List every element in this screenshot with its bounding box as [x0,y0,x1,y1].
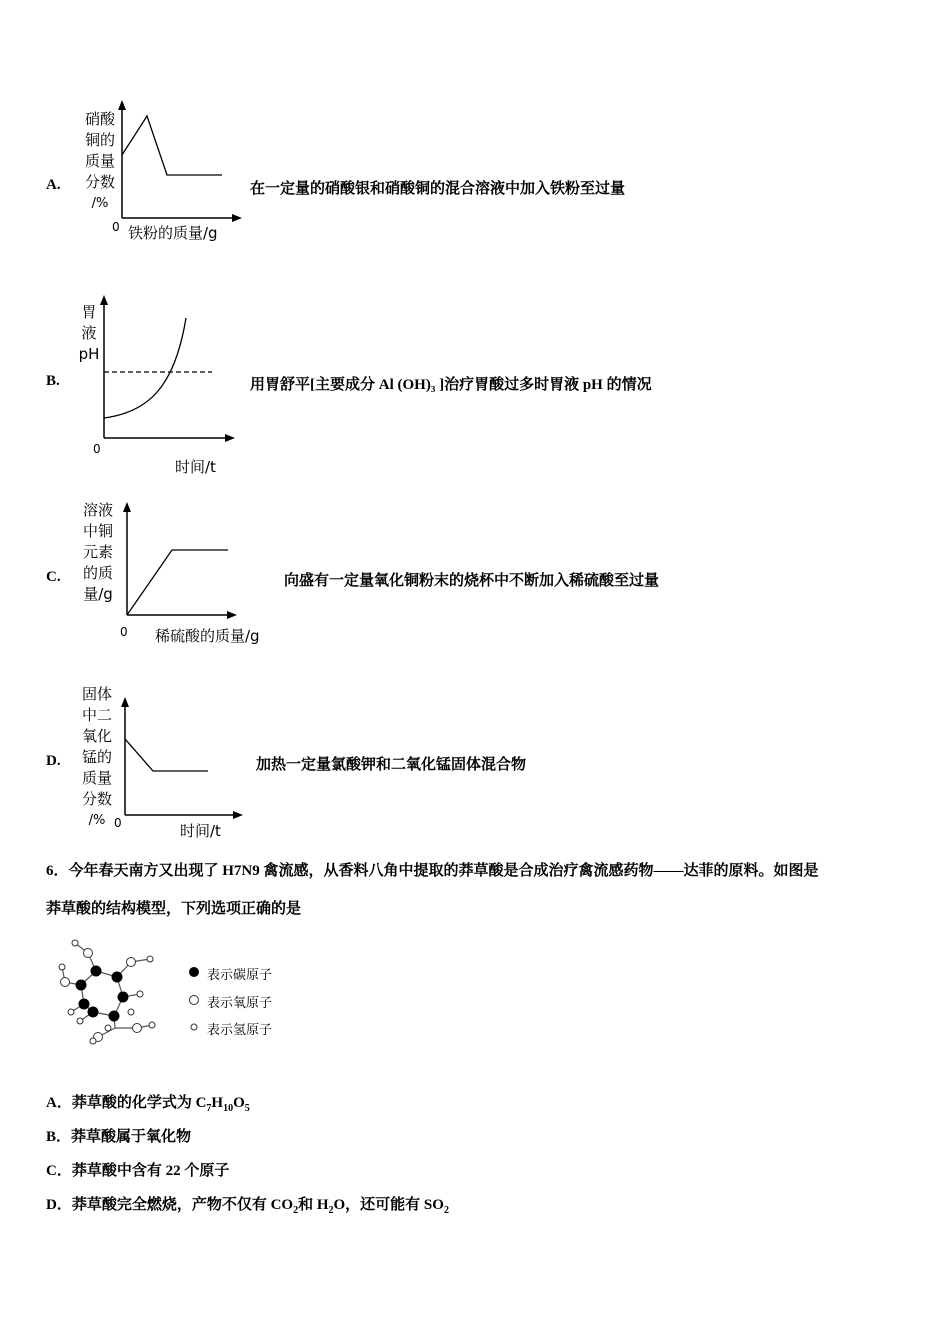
hydrogen-atom [105,1025,111,1031]
graph-a-y-label-line: 硝酸 [84,110,115,128]
choice-a-text: A．莽草酸的化学式为 C [46,1095,207,1111]
graph-c-y-label-line: 中铜 [82,522,113,540]
option-b-letter: B. [46,373,60,389]
hydrogen-atom [137,991,143,997]
oxygen-atom [133,1024,142,1033]
hydrogen-atom [68,1009,74,1015]
choice-a[interactable] [46,1091,250,1114]
graph-d-y-label-line: 锰的 [81,748,112,766]
choice-d-text: O，还可能有 SO [333,1197,444,1213]
choice-b[interactable]: B．莽草酸属于氧化物 [46,1129,192,1145]
option-c-description: 向盛有一定量氧化铜粉末的烧杯中不断加入稀硫酸至过量 [284,573,660,589]
hydrogen-atom [149,1022,155,1028]
option-a-letter: A. [46,177,61,193]
carbon-atom [109,1011,120,1022]
choice-c[interactable]: C．莽草酸中含有 22 个原子 [46,1163,230,1179]
oxygen-atom [84,949,93,958]
hydrogen-atom [128,1009,134,1015]
graph-d-origin: 0 [114,816,122,830]
choice-d-text: 和 H [298,1197,329,1213]
graph-c-x-label: 稀硫酸的质量/g [155,627,260,645]
choice-d-sub: 2 [443,1205,449,1216]
legend-oxygen-marker [190,996,199,1005]
graph-d-y-label-line: 中二 [81,706,112,724]
carbon-atom [76,980,87,991]
graph-d-y-label-line: 氧化 [81,727,112,745]
carbon-atom [118,992,129,1003]
graph-a-y-label-line: /% [91,196,109,211]
carbon-atom [91,966,102,977]
question-6-line2: 莽草酸的结构模型，下列选项正确的是 [46,901,302,917]
choice-d[interactable] [46,1193,449,1216]
option-b-description: 用胃舒平[主要成分 Al (OH)₃ ]治疗胃酸过多时胃液 pH 的情况 [250,377,652,393]
choice-a-sub: 7 [206,1103,212,1114]
choice-a-text: H [211,1095,224,1111]
option-c-letter: C. [46,569,61,585]
graph-c-origin: 0 [120,625,128,639]
graph-a-y-label-line: 质量 [84,152,115,170]
carbon-atom [88,1007,99,1018]
graph-d-y-label-line: 分数 [81,790,112,808]
legend-hydrogen-label: 表示氢原子 [207,1023,273,1038]
option-d-description: 加热一定量氯酸钾和二氧化锰固体混合物 [256,757,527,773]
graph-b-y-label-line: 液 [81,324,97,342]
graph-d-y-label-line: /% [88,813,106,828]
graph-b-y-label-line: pH [78,345,100,363]
graph-a-origin: 0 [112,220,120,234]
oxygen-atom [61,978,70,987]
graph-c-y-label-line: 的质 [82,564,113,582]
option-d-letter: D. [46,753,61,769]
choice-d-sub: 2 [328,1205,334,1216]
legend-hydrogen-marker [191,1024,197,1030]
graph-a-y-label-line: 分数 [84,173,115,191]
option-a-description: 在一定量的硝酸银和硝酸铜的混合溶液中加入铁粉至过量 [250,181,626,197]
graph-a-x-label: 铁粉的质量/g [128,224,218,242]
choice-d-text: D．莽草酸完全燃烧，产物不仅有 CO [46,1197,294,1213]
graph-c-y-label-line: 元素 [82,543,113,561]
hydrogen-atom [147,956,153,962]
choice-a-sub: 5 [244,1103,250,1114]
question-6-line1: 6．今年春天南方又出现了 H7N9 禽流感，从香料八角中提取的莽草酸是合成治疗禽流感药物——达菲的原料。如图是 [46,863,819,879]
carbon-atom [79,999,90,1010]
choice-a-sub: 10 [223,1103,234,1114]
choice-d-sub: 2 [293,1205,299,1216]
hydrogen-atom [72,940,78,946]
hydrogen-atom [77,1018,83,1024]
legend-carbon-marker [189,967,199,977]
graph-b-x-label: 时间/t [175,458,216,476]
legend-oxygen-label: 表示氧原子 [207,996,273,1011]
graph-d-y-label-line: 质量 [81,769,112,787]
graph-c-y-label-line: 溶液 [82,501,113,519]
choice-a-text: O [233,1095,245,1111]
legend-carbon-label: 表示碳原子 [207,968,273,983]
oxygen-atom [127,958,136,967]
graph-d-x-label: 时间/t [180,822,221,840]
graph-b-y-label-line: 胃 [81,303,97,321]
graph-a-y-label-line: 铜的 [84,131,115,149]
graph-c-y-label-line: 量/g [83,585,113,603]
graph-b-origin: 0 [93,442,101,456]
carbon-atom [112,972,123,983]
hydrogen-atom [90,1038,96,1044]
hydrogen-atom [59,964,65,970]
graph-d-y-label-line: 固体 [81,685,112,703]
